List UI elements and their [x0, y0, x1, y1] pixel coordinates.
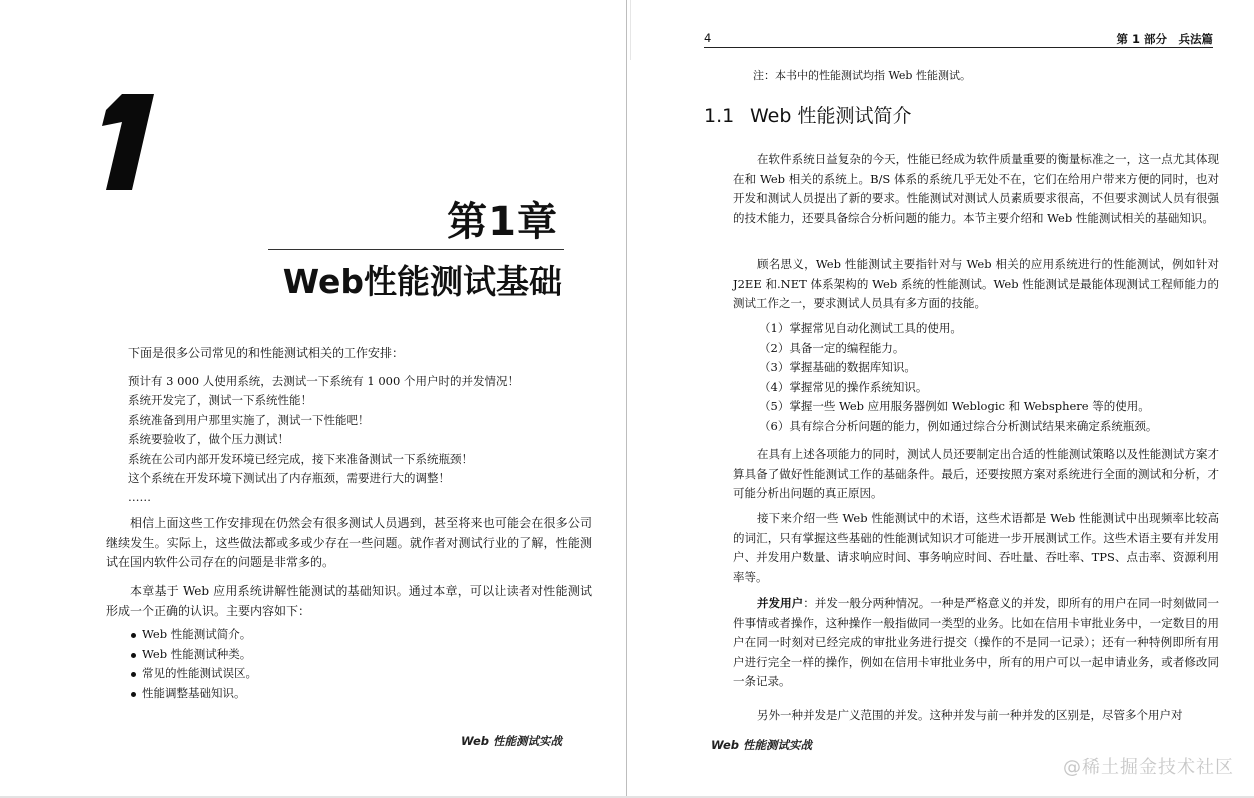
section-number: 1.1	[704, 105, 735, 127]
paragraph: 相信上面这些工作安排现在仍然会有很多测试人员遇到，甚至将来也可能会在很多公司继续发生。实际上，这些做法都或多或少存在一些问题。就作者对测试行业的了解，性能测试在国内软件公司存在的问题是非常多的。	[106, 516, 592, 570]
skill-item: （3）掌握基础的数据库知识。	[759, 360, 916, 374]
bullet-item: Web 性能测试种类。	[130, 645, 257, 665]
chapter-contents-list	[130, 625, 257, 703]
chapter-title: Web性能测试基础	[282, 262, 562, 301]
skill-item: （6）具有综合分析问题的能力，例如通过综合分析测试结果来确定系统瓶颈。	[759, 418, 1158, 433]
task-list	[128, 372, 519, 508]
book-title-footer: Web 性能测试实战	[461, 734, 562, 748]
skill-item: （4）掌握常见的操作系统知识。	[759, 379, 928, 394]
chapter-label: 第1章	[447, 199, 558, 245]
intro-text: 下面是很多公司常见的和性能测试相关的工作安排：	[128, 346, 405, 360]
task-item: 预计有 3 000 人使用系统，去测试一下系统有 1 000 个用户时的并发情况！	[128, 374, 519, 388]
paragraph: 顾名思义，Web 性能测试主要指针对与 Web 相关的应用系统进行的性能测试，例如针对 J2EE 和.NET 体系架构的 Web 系统的性能测试。Web 性能测试是最能体现测试工程师能力的测试工作之一，要求测试人员具有多方面的技能。	[733, 257, 1219, 310]
left-page	[0, 0, 626, 796]
paragraph: 另外一种并发是广义范围的并发。这种并发与前一种并发的区别是，尽管多个用户对	[757, 708, 1183, 722]
paragraph: 在具有上述各项能力的同时，测试人员还要制定出合适的性能测试策略以及性能测试方案才算具备了做好性能测试工作的基础条件。最后，还要按照方案对系统进行全面的测试和分析，才可能分析出问题的真正原因。	[733, 447, 1219, 500]
term-definition: ：并发一般分两种情况。一种是严格意义的并发，即所有的用户在同一时刻做同一件事情或者操作，这种操作一般指做同一类型的业务。比如在信用卡审批业务中，一定数目的用户在同一时刻对已经完成的审批业务进行提交（操作的不是同一记录）；还有一种特例即所有用户进行完全一样的操作，例如在信用卡审批业务中，所有的用户可以一起申请业务，或者修改同一条记录。	[733, 596, 1220, 688]
bullet-item: Web 性能测试简介。	[130, 625, 257, 645]
paragraph: 本章基于 Web 应用系统讲解性能测试的基础知识。通过本章，可以让读者对性能测试形成一个正确的认识。主要内容如下：	[106, 584, 592, 618]
header-rule	[704, 47, 1213, 48]
task-item: 这个系统在开发环境下测试出了内存瓶颈，需要进行大的调整！	[128, 471, 450, 486]
skills-list	[759, 319, 1157, 436]
section-title: Web 性能测试简介	[750, 105, 912, 127]
running-header	[704, 31, 1213, 45]
task-item: 系统开发完了，测试一下系统性能！	[128, 393, 312, 408]
skill-item: （1）掌握常见自动化测试工具的使用。	[759, 321, 962, 335]
bullet-item: 性能调整基础知识。	[130, 684, 257, 704]
right-page	[627, 0, 1254, 796]
bullet-item: 常见的性能测试误区。	[130, 664, 257, 684]
task-item: 系统在公司内部开发环境已经完成，接下来准备测试一下系统瓶颈！	[128, 451, 473, 466]
task-item: 系统准备到用户那里实施了，测试一下性能吧！	[128, 412, 370, 427]
watermark: @稀土掘金技术社区	[1063, 757, 1234, 778]
chapter-divider	[268, 249, 564, 250]
concurrency-paragraph	[733, 594, 1219, 692]
part-title: 第 1 部分 兵法篇	[1116, 32, 1213, 46]
page-number: 4	[704, 31, 712, 45]
skill-item: （2）具备一定的编程能力。	[759, 340, 905, 355]
book-title-footer: Web 性能测试实战	[711, 738, 812, 752]
skill-item: （5）掌握一些 Web 应用服务器例如 Weblogic 和 Websphere 等的使用。	[759, 399, 1150, 413]
task-ellipsis: ……	[128, 490, 151, 505]
task-item: 系统要验收了，做个压力测试！	[128, 432, 289, 447]
section-heading	[704, 101, 911, 128]
paragraph: 接下来介绍一些 Web 性能测试中的术语，这些术语都是 Web 性能测试中出现频率比较高的词汇，只有掌握这些基础的性能测试知识才可能进一步开展测试工作。这些术语主要有并发用户、并发用户数量、请求响应时间、事务响应时间、吞吐量、吞吐率、TPS、点击率、资源利用率等。	[733, 511, 1219, 584]
note-text: 注：本书中的性能测试均指 Web 性能测试。	[753, 69, 971, 82]
chapter-number-graphic	[92, 92, 162, 192]
term-label: 并发用户	[757, 596, 804, 610]
paragraph: 在软件系统日益复杂的今天，性能已经成为软件质量重要的衡量标准之一，这一点尤其体现在和 Web 相关的系统上。B/S 体系的系统几乎无处不在，它们在给用户带来方便的同时，也对开发和测试人员提出了新的要求。性能测试对测试人员素质要求很高，不但要求测试人员有很强的技术能力，还要具备综合分析问题的能力。本节主要介绍和 Web 性能测试相关的基础知识。	[733, 152, 1219, 225]
